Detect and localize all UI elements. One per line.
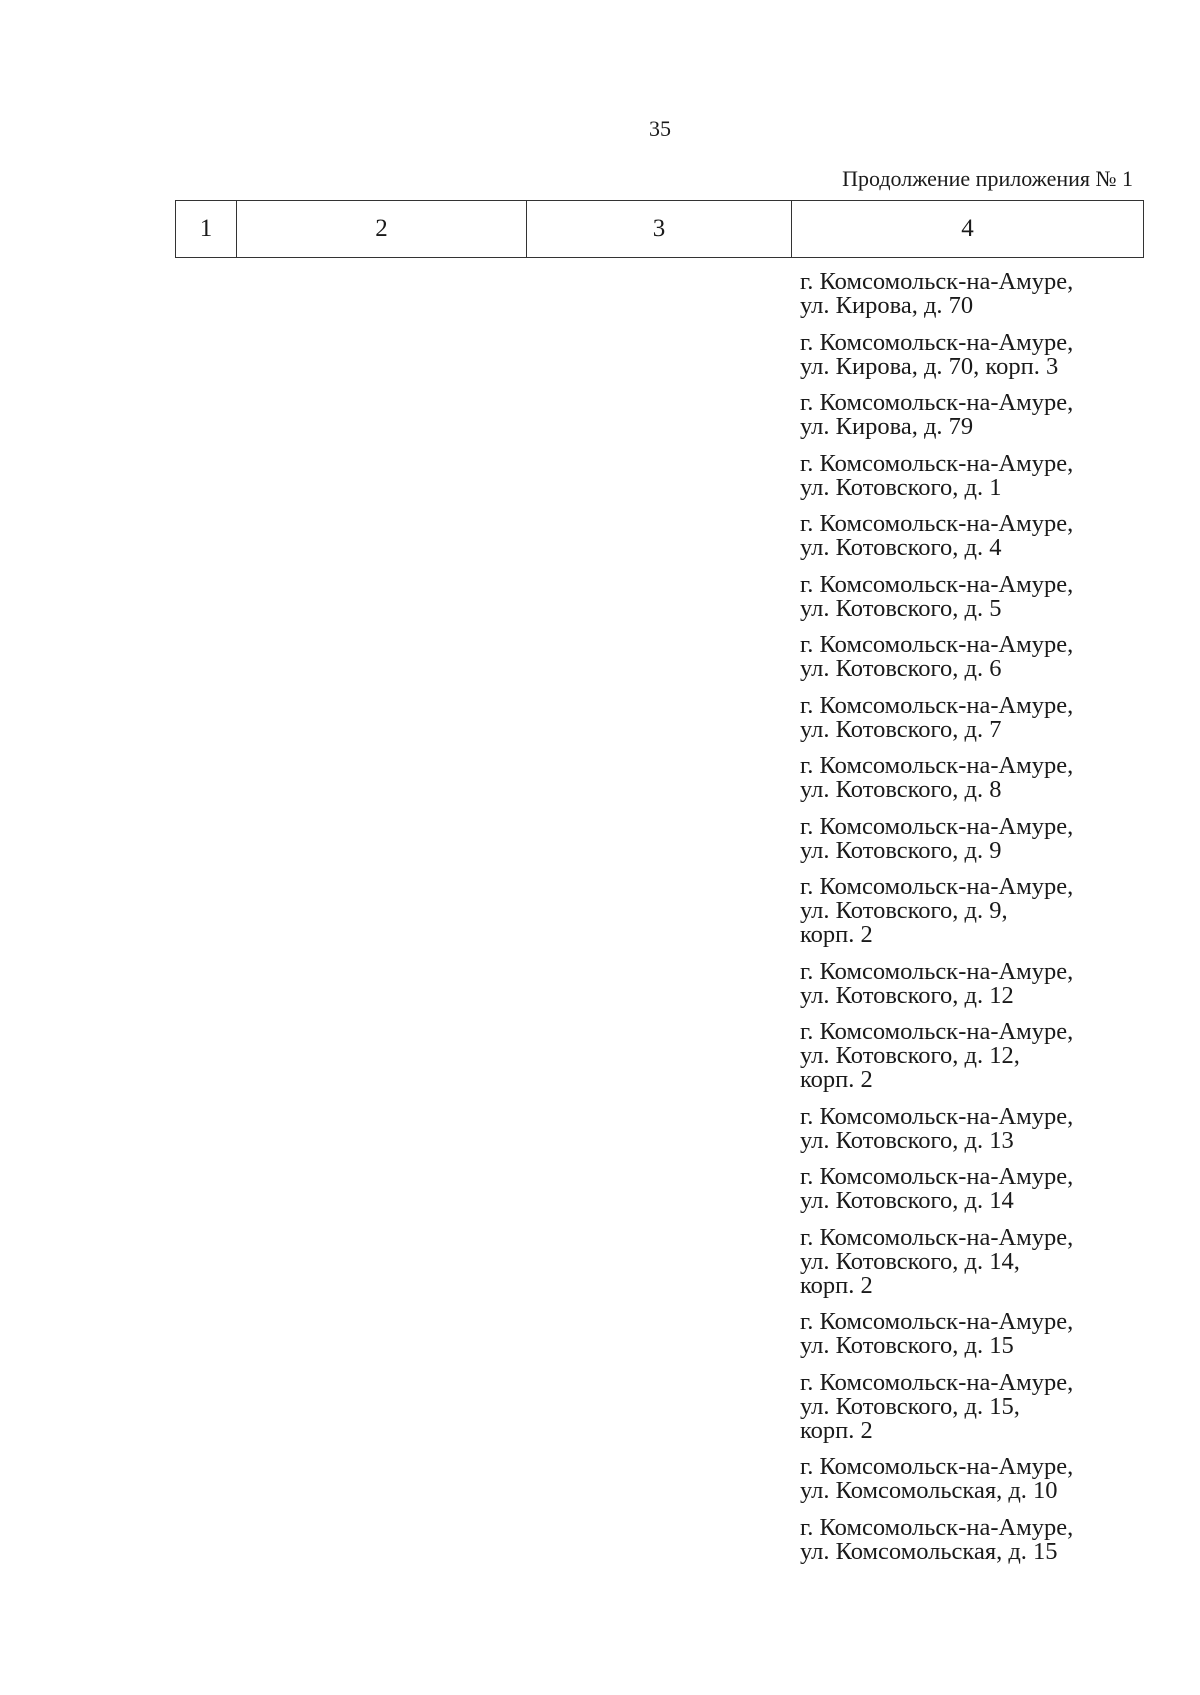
address-item: г. Комсомольск-на-Амуре, ул. Комсомольская, д. 15	[800, 1513, 1074, 1565]
header-cell-2: 2	[237, 201, 527, 258]
continuation-label: Продолжение приложения № 1	[842, 166, 1133, 191]
page-number: 35	[649, 116, 671, 141]
header-cell-3: 3	[527, 201, 792, 258]
address-item: г. Комсомольск-на-Амуре, ул. Кирова, д. 70, корп. 3	[800, 328, 1074, 380]
header-cell-4: 4	[792, 201, 1144, 258]
header-row	[176, 201, 1144, 258]
address-item: г. Комсомольск-на-Амуре, ул. Кирова, д. 79	[800, 389, 1074, 440]
address-item: г. Комсомольск-на-Амуре, ул. Котовского, д. 9	[800, 812, 1074, 864]
address-item: г. Комсомольск-на-Амуре, ул. Котовского, д. 5	[800, 570, 1074, 622]
address-item: г. Комсомольск-на-Амуре, ул. Кирова, д. 70	[800, 268, 1074, 319]
column-header-table	[175, 200, 1144, 258]
address-item: г. Комсомольск-на-Амуре, ул. Котовского, д. 14	[800, 1163, 1074, 1214]
header-cell-1: 1	[176, 201, 237, 258]
address-item: г. Комсомольск-на-Амуре, ул. Котовского, д. 15	[800, 1308, 1074, 1359]
address-item: г. Комсомольск-на-Амуре, ул. Котовского, д. 12	[800, 957, 1074, 1009]
address-item: г. Комсомольск-на-Амуре, ул. Котовского, д. 6	[800, 631, 1074, 682]
address-item: г. Комсомольск-на-Амуре, ул. Котовского, д. 15, корп. 2	[800, 1368, 1074, 1444]
address-item: г. Комсомольск-на-Амуре, ул. Котовского, д. 13	[800, 1102, 1074, 1154]
address-item: г. Комсомольск-на-Амуре, ул. Котовского, д. 9, корп. 2	[800, 873, 1074, 948]
address-item: г. Комсомольск-на-Амуре, ул. Котовского, д. 14, корп. 2	[800, 1223, 1074, 1299]
address-item: г. Комсомольск-на-Амуре, ул. Котовского, д. 7	[800, 691, 1074, 743]
address-item: г. Комсомольск-на-Амуре, ул. Котовского, д. 1	[800, 449, 1074, 501]
address-item: г. Комсомольск-на-Амуре, ул. Комсомольская, д. 10	[800, 1453, 1074, 1504]
address-list	[800, 270, 1160, 1576]
address-item: г. Комсомольск-на-Амуре, ул. Котовского, д. 4	[800, 510, 1074, 561]
address-item: г. Комсомольск-на-Амуре, ул. Котовского, д. 12, корп. 2	[800, 1018, 1074, 1093]
address-item: г. Комсомольск-на-Амуре, ул. Котовского, д. 8	[800, 752, 1074, 803]
